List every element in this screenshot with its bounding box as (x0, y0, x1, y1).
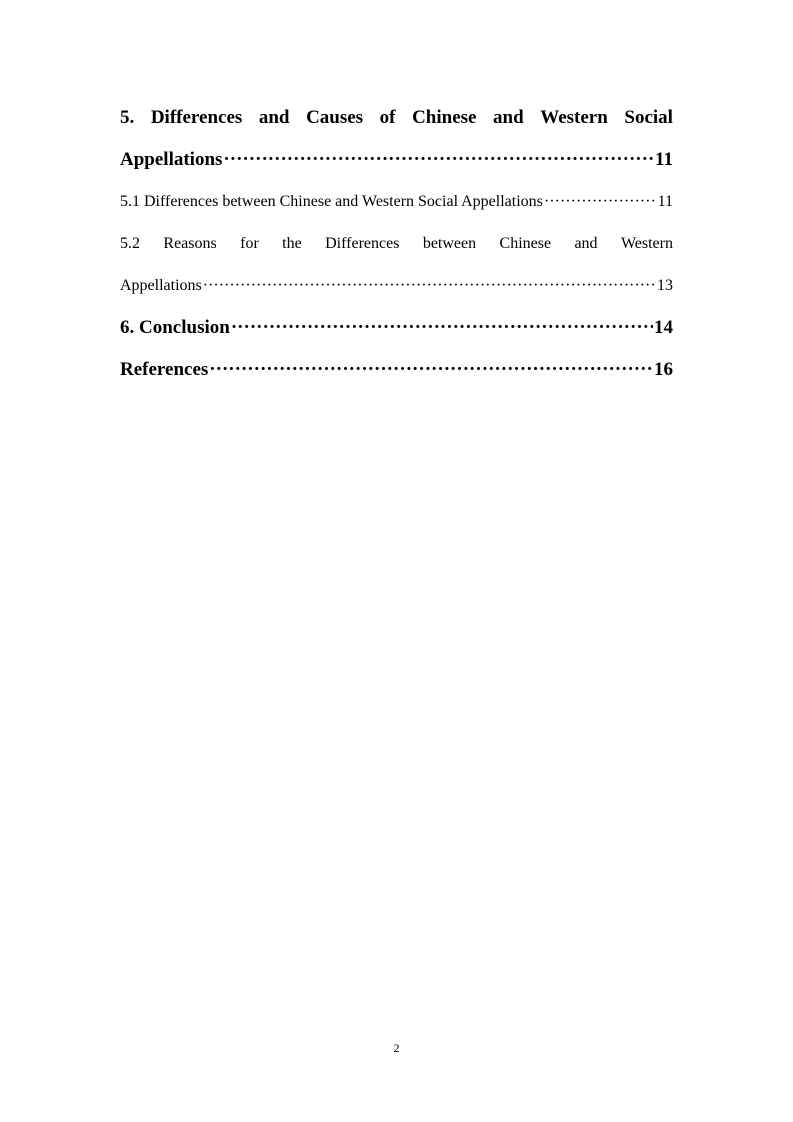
toc-entry-6[interactable] (120, 307, 673, 349)
toc-word: and (258, 107, 290, 128)
table-of-contents (120, 97, 673, 391)
toc-entry-5-line2[interactable] (120, 139, 673, 181)
toc-word: the (282, 235, 302, 252)
toc-entry-label: Appellations (120, 277, 202, 294)
toc-word: 5. (120, 107, 135, 128)
toc-word: and (574, 235, 598, 252)
toc-leader-dots (231, 307, 653, 349)
toc-entry-5-line1 (120, 97, 673, 139)
toc-leader-dots (223, 139, 654, 181)
toc-entry-references[interactable] (120, 349, 673, 391)
toc-word: Chinese (499, 235, 552, 252)
toc-leader-dots (209, 349, 653, 391)
toc-page-number: 11 (655, 149, 673, 170)
toc-page-number: 14 (654, 317, 673, 338)
toc-word: Western (540, 107, 608, 128)
toc-word: Social (624, 107, 673, 128)
toc-word: Differences (325, 235, 400, 252)
toc-entry-label: Appellations (120, 149, 223, 170)
toc-word: Reasons (163, 235, 217, 252)
toc-word: of (379, 107, 396, 128)
toc-leader-dots (203, 265, 656, 307)
toc-word: between (422, 235, 477, 252)
toc-page-number: 13 (657, 277, 673, 294)
toc-word: Differences (150, 107, 243, 128)
page-number: 2 (393, 1041, 400, 1055)
toc-leader-dots (544, 181, 657, 223)
toc-page-number: 11 (657, 193, 673, 210)
toc-entry-label: 5.1 Differences between Chinese and Western Social Appellations (120, 193, 543, 210)
toc-entry-label: References (120, 359, 209, 380)
toc-page-number: 16 (654, 359, 673, 380)
toc-word: Chinese (412, 107, 477, 128)
toc-entry-5-2-line1 (120, 223, 673, 265)
toc-entry-label: 6. Conclusion (120, 317, 230, 338)
toc-word: 5.2 (120, 235, 140, 252)
toc-word: Western (620, 235, 673, 252)
toc-entry-5-2-line2[interactable] (120, 265, 673, 307)
toc-entry-5-1[interactable] (120, 181, 673, 223)
toc-word: and (493, 107, 524, 128)
toc-word: Causes (306, 107, 364, 128)
toc-word: for (240, 235, 259, 252)
